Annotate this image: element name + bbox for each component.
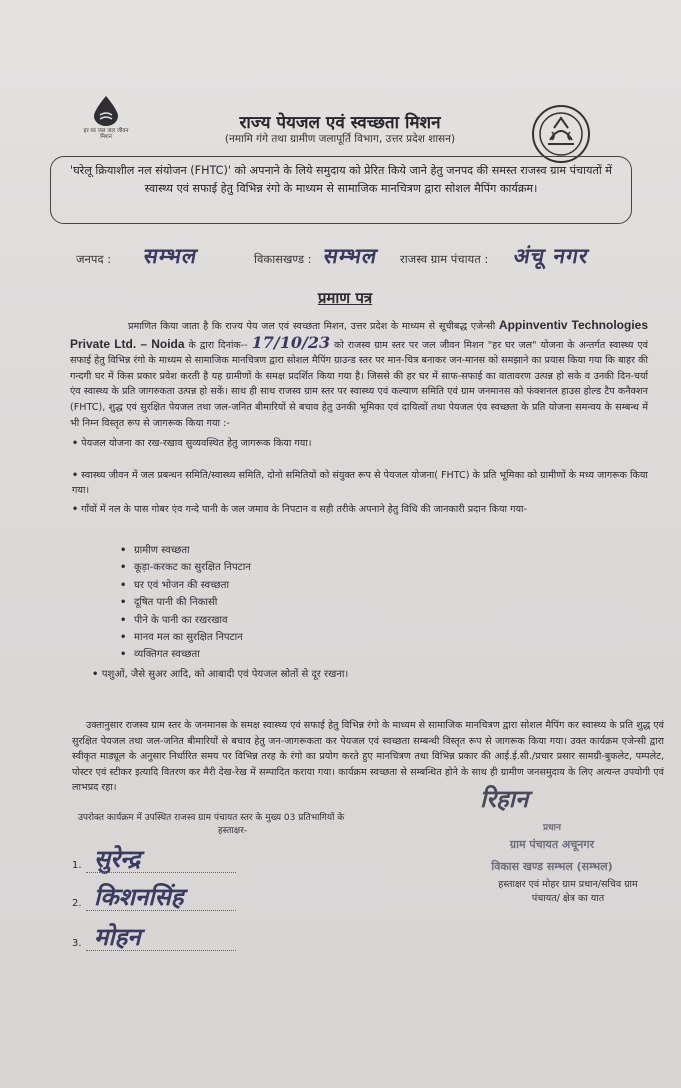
stamp-line: ग्राम पंचायत अचूनगर — [509, 838, 595, 851]
para1-part2: के द्वारा दिनांक-- — [188, 339, 248, 351]
list-item: • व्यक्तिगत स्वच्छता — [120, 649, 200, 661]
summary-text: उक्तानुसार राजस्व ग्राम स्तर के जनमानस के समक्ष स्वास्थ्य एवं सफाई हेतु विभिन्न रंगो के माध्यम से सामाजिक मानचित्रण द्वारा सोशल मैपिंग कर स्वास्थ्य के प्रति शुद्ध एवं सुरक्षित पेयजल तथा जल-जनित बीमारियों से बचाव हेतु जन-जागरूकता कर पेयजल एवं स्वच्छता सम्बन्धी विस्तृत रूप से जागरूक किया गया। उक्त कार्यक्रम एजेन्सी द्वारा स्वीकृत माड्यूल के अनुसार निर्धारित समय पर विभिन्न तरह के रंगो का प्रयोग करते हुए मानचित्रण तथा विभिन्न प्रकार की आई.ई.सी./प्रचार प्रसार सामग्री-बुकलेट, पम्पलेट, पोस्टर एवं स्टीकर इत्यादि वितरण कर मैरी देख-रेख में सम्पादित कराया गया। कार्यक्रम स्वच्छता से सम्बन्धित होने के साथ ही ग्रामीण जनसमुदाय के लिए अत्यन्त उपयोगी एवं लाभप्रद रहा। — [72, 720, 664, 794]
participant-signature-row — [72, 880, 372, 916]
stamp-line: विकास खण्ड सम्भल (सम्भल) — [491, 860, 613, 873]
bullet-text: पेयजल योजना का रख-रखाव सुव्यवस्थित हेतु जागरूक किया गया। — [81, 438, 312, 449]
summary-paragraph — [72, 718, 664, 796]
jal-jeevan-mission-logo — [78, 96, 134, 152]
bullet-text: स्वास्थ्य जीवन में जल प्रबन्धन समिति/स्वास्थ्य समिति, दोनो समितियों को संयुक्त रूप से पेयजल योजना( FHTC) के प्रति भूमिका को ग्रामीणों के मध्य जागरूक किया गया। — [72, 470, 648, 496]
block-label: विकासखण्ड : — [254, 252, 312, 266]
bullet-item: • स्वास्थ्य जीवन में जल प्रबन्धन समिति/स्वास्थ्य समिति, दोनो समितियों को संयुक्त रूप से पेयजल योजना( FHTC) के प्रति भूमिका को ग्रामीणों के मध्य जागरूक किया गया। — [72, 470, 648, 496]
participant-number: 3. — [72, 938, 82, 949]
logo-caption: हर घर जल जल जीवन मिशन — [83, 128, 129, 140]
list-item: • पीने के पानी का रखरखाव — [120, 614, 228, 626]
signature-line — [86, 910, 236, 911]
bullet-item: • पशुओं, जैसे सुअर आदि, को आबादी एवं पेयजल स्रोतों से दूर रखना। — [92, 669, 349, 680]
bullet-text: गाँवों में नल के पास गोबर एंव गन्दे पानी के जल जमाव के निपटान व सही तरीके अपनाने हेतु विधि की जानकारी प्रदान किया गया- — [81, 504, 527, 515]
water-drop-icon — [94, 96, 118, 126]
stamp-line: प्रधान — [543, 823, 561, 833]
program-title-box: 'घरेलू क्रियाशील नल संयोजन (FHTC)' को अपनाने के लिये समुदाय को प्रेरित किये जाने हेतु जनपद की समस्त राजस्व ग्राम पंचायतों में स्वास्थ्य एवं सफाई हेतु विभिन्न रंगो के माध्यम से सामाजिक मानचित्रण द्वारा सोशल मैपिंग कार्यक्रम। — [50, 156, 632, 224]
participant-signature: सुरेन्द्र — [94, 844, 141, 873]
participant-signature: किशनसिंह — [94, 882, 184, 911]
panchayat-label: राजस्व ग्राम पंचायत : — [400, 252, 489, 266]
participant-signature: मोहन — [94, 922, 141, 951]
participant-signature-row — [72, 920, 372, 956]
signature-heading: हस्ताक्षर- — [218, 826, 248, 836]
para1-part3: को राजस्व ग्राम स्तर पर जल जीवन मिशन "हर घर जल" योजना के अन्तर्गत स्वास्थ्य एवं सफाई हेतु विभिन्न रंगो के माध्यम से सामाजिक मानचित्रण द्वारा सोशल मैपिंग ग्राउन्ड स्तर पर मान-चित्र बनाकर जन-मानस को समझाने का प्रयास किया गया कि बाहर की गन्दगी घर में किस प्रकार प्रवेश करती है यह ग्रामीणों के समक्ष प्रदर्शित किया गया है। जिससे की हर घर में साफ-सफाई का वातावरण उत्पन्न हो सके व उनकी दिन-चर्या एंव स्वास्थ्य के प्रति जागरुकता उत्पन्न हो सकें। साथ ही साथ राजस्व ग्राम स्तर पर स्वास्थ्य एवं कल्याण समिति एवं ग्राम जनमानस को फंक्शनल हाउस होल्ड टैप कनैक्शन (FHTC), शुद्ध एवं सुरक्षित पेयजल तथा जल-जनित बीमारियों से बचाव हेतु उनकी भूमिका एवं दायित्वों तथा पेयजल एंव स्वच्छता के प्रति योजना समन्वय के सम्बन्ध में भी निम्न विस्तृत रूप से जागरूक किया गया :- — [70, 339, 648, 429]
participants-heading — [78, 812, 418, 838]
org-subtitle: (नमामि गंगे तथा ग्रामीण जलापूर्ति विभाग, उत्तर प्रदेश शासन) — [224, 133, 456, 145]
participant-number: 1. — [72, 860, 82, 871]
bullet-item: • गाँवों में नल के पास गोबर एंव गन्दे पानी के जल जमाव के निपटान व सही तरीके अपनाने हेतु विधि की जानकारी प्रदान किया गया- — [72, 504, 527, 515]
list-item: • दूषित पानी की निकासी — [120, 597, 218, 609]
up-emblem-icon — [530, 104, 592, 164]
district-label: जनपद : — [76, 252, 112, 266]
topics-list — [120, 542, 251, 664]
para1-part1: प्रमाणित किया जाता है कि राज्य पेय जल एवं स्वच्छता मिशन, उत्तर प्रदेश के माध्यम से सूचीबद्ध एजेन्सी — [128, 321, 496, 332]
participant-signature-row — [72, 842, 372, 878]
signature-line — [86, 950, 236, 951]
certificate-paragraph — [70, 318, 648, 431]
district-value-handwritten: सम्भल — [141, 243, 200, 268]
list-item: • कूड़ा-करकट का सुरक्षित निपटान — [120, 562, 251, 574]
signature-line — [86, 872, 236, 873]
bullet-item: • पेयजल योजना का रख-रखाव सुव्यवस्थित हेतु जागरूक किया गया। — [72, 438, 312, 449]
bullet-text: पशुओं, जैसे सुअर आदि, को आबादी एवं पेयजल स्रोतों से दूर रखना। — [101, 669, 349, 680]
certificate-heading: प्रमाण पत्र — [317, 289, 373, 307]
panchayat-value-handwritten: अंचू नगर — [511, 243, 592, 268]
list-item: • ग्रामीण स्वच्छता — [120, 545, 190, 556]
agency-name: Appinventiv Technologies Private Ltd. – Noida — [70, 318, 648, 351]
pradhan-stamp — [452, 822, 652, 878]
block-value-handwritten: सम्भल — [321, 243, 380, 268]
org-title: राज्य पेयजल एवं स्वच्छता मिशन — [239, 113, 441, 133]
participant-number: 2. — [72, 898, 82, 909]
list-item: • घर एवं भोजन की स्वच्छता — [120, 579, 230, 591]
presence-line: उपरोक्त कार्यक्रम में उपस्थित राजस्व ग्राम पंचायत स्तर के मुख्य 03 प्रतिभागियों के — [78, 813, 345, 823]
location-line — [76, 244, 646, 274]
list-item: • मानव मल का सुरक्षित निपटान — [120, 631, 243, 643]
pradhan-signature: रिहान — [480, 784, 529, 813]
signature-seal-label: हस्ताक्षर एवं मोहर ग्राम प्रधान/सचिव ग्राम पंचायत/ क्षेत्र का यात — [498, 879, 638, 904]
program-date-handwritten: 17/10/23 — [251, 332, 331, 352]
